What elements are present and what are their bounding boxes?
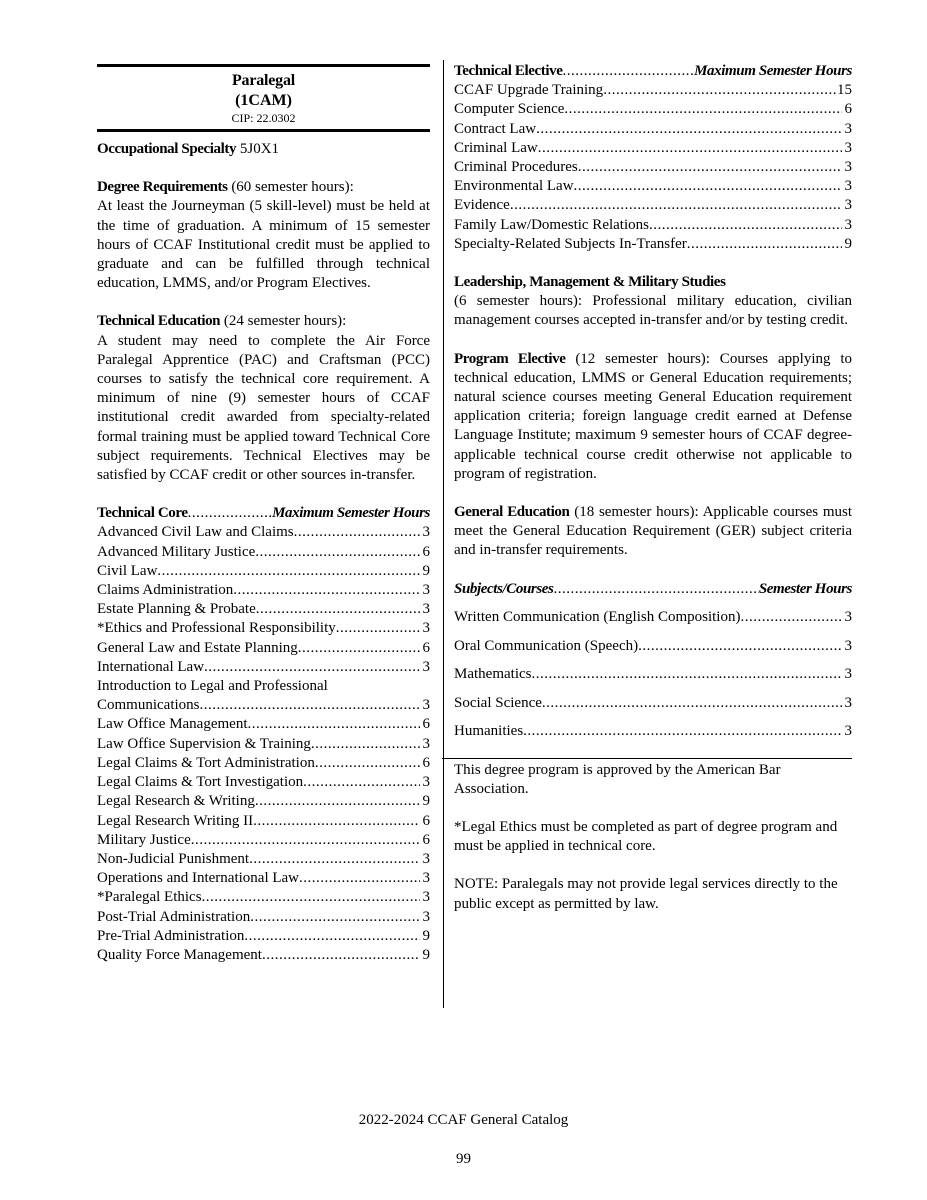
course-hours: 3	[844, 139, 852, 156]
course-row	[97, 831, 430, 850]
degree-requirements-hours: (60 semester hours):	[231, 179, 354, 196]
footer-page-number: 99	[456, 1151, 471, 1167]
leader-dots	[564, 100, 842, 119]
course-name: Oral Communication (Speech)	[454, 637, 639, 654]
course-row	[97, 523, 430, 542]
course-row	[454, 177, 852, 196]
course-row	[97, 581, 430, 600]
leader-dots	[255, 792, 420, 811]
course-hours: 3	[844, 637, 852, 654]
column-divider	[443, 60, 444, 1008]
course-name: Pre-Trial Administration	[97, 927, 245, 944]
course-row	[454, 235, 852, 254]
course-name: *Paralegal Ethics	[97, 889, 202, 906]
program-elective-label: Program Elective	[454, 350, 566, 367]
course-row	[454, 81, 852, 100]
course-hours: 9	[422, 793, 430, 810]
course-hours: 3	[844, 120, 852, 137]
course-row	[97, 927, 430, 946]
leader-dots	[191, 831, 420, 850]
leader-dots	[578, 158, 842, 177]
course-name: Operations and International Law	[97, 870, 300, 887]
course-name: Law Office Supervision & Training	[97, 735, 311, 752]
general-education-section	[454, 503, 852, 561]
course-name: Claims Administration	[97, 582, 234, 599]
course-row	[454, 196, 852, 215]
course-row	[97, 754, 430, 773]
course-hours: 9	[844, 235, 852, 252]
course-row	[97, 543, 430, 562]
course-hours: 6	[844, 101, 852, 118]
course-hours: 3	[844, 159, 852, 176]
leader-dots	[303, 773, 420, 792]
leader-dots	[253, 812, 420, 831]
leader-dots	[510, 196, 842, 215]
course-name: Evidence	[454, 197, 510, 214]
leader-dots	[562, 62, 694, 81]
technical-core-list	[97, 523, 430, 965]
course-name: Criminal Procedures	[454, 159, 578, 176]
program-elective-section	[454, 350, 852, 484]
course-name: Legal Claims & Tort Investigation	[97, 774, 304, 791]
course-name: Written Communication (English Composition)	[454, 609, 741, 626]
technical-education-text: A student may need to complete the Air Force Paralegal Apprentice (PAC) and Craftsman (PCC) courses to satisfy the technical core requirement. A minimum of nine (9) semester hours of CCAF institutional credit awarded from specialty-related formal training must be applied toward Technical Core subject requirements. Technical Electives may be satisfied by CCAF credit or other sources in-transfer.	[97, 332, 430, 484]
header-bottom-rule	[97, 129, 430, 132]
course-name: Quality Force Management	[97, 946, 262, 963]
course-hours: 6	[422, 831, 430, 848]
course-name: *Ethics and Professional Responsibility	[97, 620, 336, 637]
course-name: Law Office Management	[97, 716, 248, 733]
course-hours: 3	[422, 870, 430, 887]
course-hours: 9	[422, 927, 430, 944]
leader-dots	[248, 715, 421, 734]
course-name: Advanced Civil Law and Claims	[97, 524, 294, 541]
subjects-hours-label: Semester Hours	[758, 580, 852, 597]
course-row	[97, 696, 430, 715]
course-row	[454, 689, 852, 718]
course-row	[97, 562, 430, 581]
course-name: Mathematics	[454, 666, 532, 683]
leader-dots	[298, 639, 420, 658]
program-header	[97, 67, 430, 127]
leader-dots	[638, 632, 842, 661]
course-hours: 3	[844, 609, 852, 626]
course-name: Legal Claims & Tort Administration	[97, 754, 315, 771]
technical-core-max-label: Maximum Semester Hours	[272, 505, 430, 522]
course-row	[454, 158, 852, 177]
course-name: Post-Trial Administration	[97, 908, 251, 925]
course-hours: 3	[844, 197, 852, 214]
technical-elective-heading	[454, 62, 852, 81]
course-hours: 3	[844, 666, 852, 683]
course-name: Communications	[97, 697, 200, 714]
leader-dots	[244, 927, 420, 946]
technical-elective-list	[454, 81, 852, 254]
course-name: Advanced Military Justice	[97, 543, 256, 560]
course-hours: 3	[422, 774, 430, 791]
course-name: Civil Law	[97, 562, 158, 579]
course-row	[97, 888, 430, 907]
course-name: Specialty-Related Subjects In-Transfer	[454, 235, 687, 252]
course-row	[97, 850, 430, 869]
leader-dots	[262, 946, 420, 965]
course-hours: 3	[422, 601, 430, 618]
leader-dots	[256, 600, 420, 619]
cip-code: CIP: 22.0302	[231, 111, 296, 125]
course-name: Criminal Law	[454, 139, 538, 156]
leader-dots	[188, 504, 272, 523]
technical-elective-label: Technical Elective	[454, 63, 563, 79]
course-hours: 15	[837, 82, 852, 99]
course-row	[454, 603, 852, 632]
degree-requirements-heading	[97, 178, 430, 197]
occupational-specialty-value: 5J0X1	[239, 141, 280, 157]
course-row	[454, 632, 852, 661]
course-hours: 3	[844, 216, 852, 233]
aba-note: This degree program is approved by the American Bar Association.	[454, 761, 781, 797]
technical-education-label: Technical Education	[97, 313, 221, 330]
leader-dots	[536, 120, 842, 139]
course-name: Environmental Law	[454, 178, 574, 195]
leader-dots	[538, 139, 842, 158]
course-hours: 3	[422, 889, 430, 906]
program-elective-text: (12 semester hours): Courses applying to technical education, LMMS or General Education requirements; natural science courses meeting General Education requirement application criteria; foreign language credit earned at Defense Language Institute; maximum 9 semester hours of CCAF degree-applicable technical course credit otherwise not applicable to program of registration.	[454, 350, 852, 482]
leader-dots	[523, 717, 842, 746]
leader-dots	[603, 81, 837, 100]
course-hours: 6	[422, 543, 430, 560]
course-row	[97, 619, 430, 638]
course-row	[454, 100, 852, 119]
course-row	[454, 139, 852, 158]
course-name: Computer Science	[454, 101, 565, 118]
course-hours: 6	[422, 754, 430, 771]
course-name: Legal Research Writing II	[97, 812, 254, 829]
right-column	[454, 62, 852, 914]
course-hours: 6	[422, 812, 430, 829]
course-name: Non-Judicial Punishment	[97, 850, 250, 867]
leader-dots	[336, 619, 420, 638]
course-name: CCAF Upgrade Training	[454, 82, 604, 99]
technical-education-heading	[97, 312, 430, 331]
leader-dots	[202, 888, 420, 907]
course-row	[97, 812, 430, 831]
leader-dots	[740, 603, 842, 632]
course-row	[97, 946, 430, 965]
subjects-list	[454, 603, 852, 746]
course-row	[97, 639, 430, 658]
leader-dots	[574, 177, 842, 196]
left-column	[97, 62, 430, 965]
leader-dots	[204, 658, 420, 677]
occupational-specialty	[97, 140, 430, 159]
leader-dots	[250, 908, 420, 927]
course-name: Legal Research & Writing	[97, 793, 255, 810]
notes	[454, 759, 852, 914]
program-title: Paralegal	[231, 72, 296, 89]
ethics-note: *Legal Ethics must be completed as part of degree program and must be applied in technical core.	[454, 819, 838, 855]
leader-dots	[542, 689, 842, 718]
course-row	[97, 773, 430, 792]
leader-dots	[255, 543, 420, 562]
leader-dots	[553, 575, 758, 604]
degree-requirements-text: At least the Journeyman (5 skill-level) must be held at the time of graduation. A minimum of 15 semester hours of CCAF Institutional credit must be applied to graduate and can be fulfilled through technical education, LMMS, and/or Program Electives.	[97, 198, 430, 292]
course-row	[97, 869, 430, 888]
lmms-label: Leadership, Management & Military Studies	[454, 274, 726, 291]
course-hours: 9	[422, 562, 430, 579]
course-name: Estate Planning & Probate	[97, 601, 256, 618]
course-hours: 9	[422, 946, 430, 963]
course-row	[97, 735, 430, 754]
leader-dots	[531, 660, 842, 689]
course-hours: 3	[844, 694, 852, 711]
course-name: Military Justice	[97, 831, 191, 848]
course-row	[97, 792, 430, 811]
leader-dots	[200, 696, 421, 715]
leader-dots	[249, 850, 420, 869]
course-row	[97, 600, 430, 619]
course-hours: 3	[422, 735, 430, 752]
subjects-table	[454, 575, 852, 746]
technical-core-heading	[97, 504, 430, 523]
leader-dots	[294, 523, 420, 542]
subjects-heading	[454, 575, 852, 604]
course-hours: 3	[844, 723, 852, 740]
subjects-label: Subjects/Courses	[454, 580, 554, 597]
course-row	[97, 677, 430, 696]
leader-dots	[687, 235, 842, 254]
course-hours: 3	[844, 178, 852, 195]
course-name: Humanities	[454, 723, 524, 740]
general-education-text: (18 semester hours): Applicable courses must meet the General Education Requirement (GER) subject criteria and in-transfer requirements.	[454, 504, 853, 559]
course-row	[454, 660, 852, 689]
course-hours: 3	[422, 524, 430, 541]
course-name: Contract Law	[454, 120, 537, 137]
footer-catalog: 2022-2024 CCAF General Catalog	[358, 1112, 569, 1128]
leader-dots	[311, 735, 420, 754]
course-name: Introduction to Legal and Professional	[97, 678, 328, 695]
course-name: International Law	[97, 658, 205, 675]
leader-dots	[649, 216, 842, 235]
course-hours: 6	[422, 639, 430, 656]
course-row	[97, 715, 430, 734]
technical-elective-max-label: Maximum Semester Hours	[694, 63, 852, 79]
course-hours: 3	[422, 908, 430, 925]
degree-requirements-label: Degree Requirements	[97, 179, 228, 196]
occupational-specialty-label: Occupational Specialty	[97, 141, 237, 157]
course-name: General Law and Estate Planning	[97, 639, 298, 656]
technical-education-hours: (24 semester hours):	[223, 313, 347, 330]
paralegal-note: NOTE: Paralegals may not provide legal services directly to the public except as permitted by law.	[454, 876, 838, 912]
course-row	[97, 658, 430, 677]
course-row	[454, 216, 852, 235]
course-hours: 6	[422, 716, 430, 733]
general-education-label: General Education	[454, 504, 570, 521]
course-name: Family Law/Domestic Relations	[454, 216, 649, 233]
program-code: (1CAM)	[235, 92, 292, 109]
course-row	[454, 120, 852, 139]
leader-dots	[157, 562, 420, 581]
course-hours: 3	[422, 582, 430, 599]
course-name: Social Science	[454, 694, 542, 711]
course-hours: 3	[422, 620, 430, 637]
course-hours: 3	[422, 658, 430, 675]
course-hours: 3	[422, 850, 430, 867]
leader-dots	[233, 581, 420, 600]
leader-dots	[299, 869, 420, 888]
course-row	[454, 717, 852, 746]
course-row	[97, 908, 430, 927]
course-hours: 3	[422, 697, 430, 714]
technical-core-label: Technical Core	[97, 505, 188, 522]
leader-dots	[315, 754, 420, 773]
lmms-text: (6 semester hours): Professional military education, civilian management courses accepted in-transfer and/or by testing credit.	[454, 293, 852, 329]
